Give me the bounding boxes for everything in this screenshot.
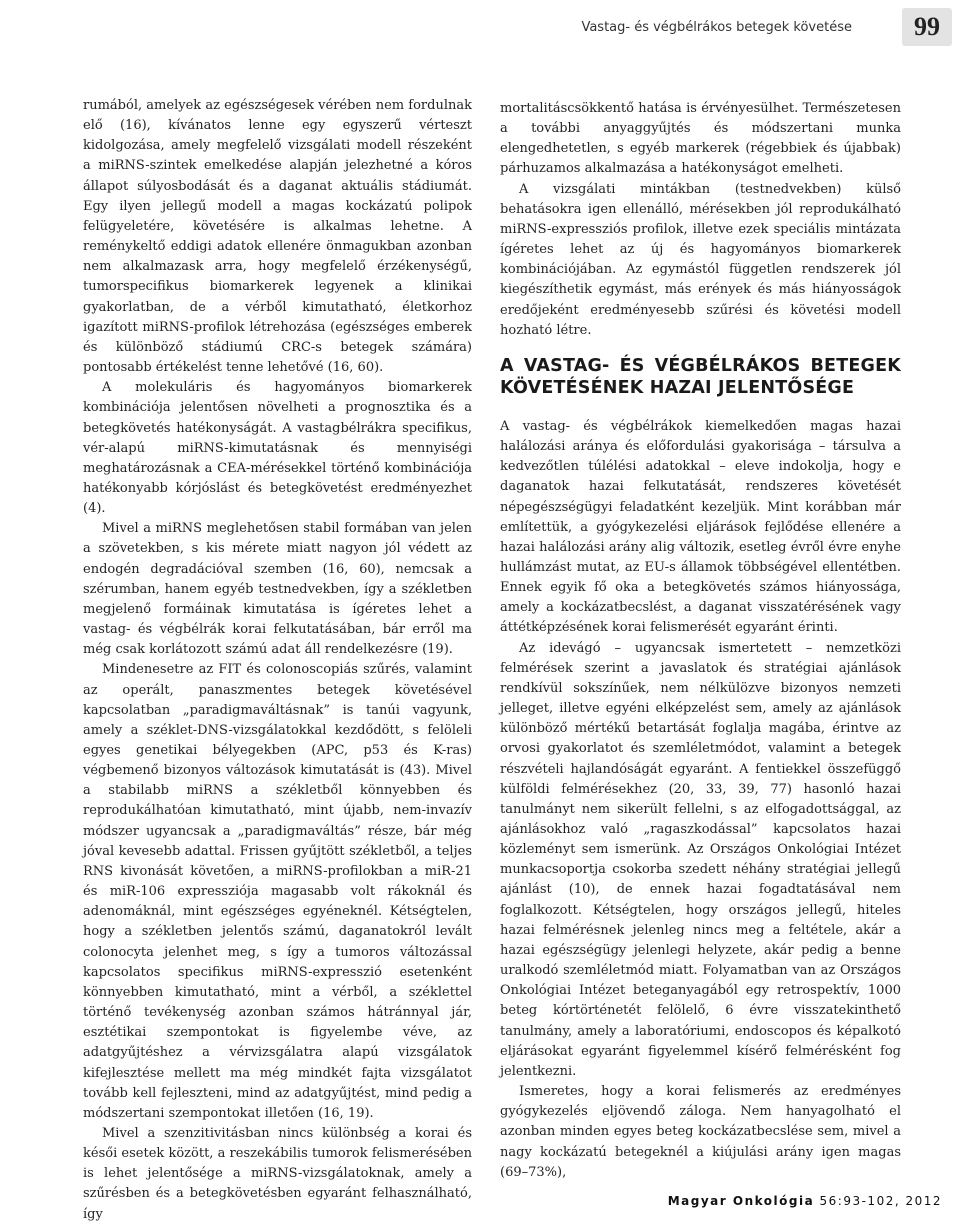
right-column bbox=[500, 99, 901, 1183]
body-paragraph: A vizsgálati mintákban (testnedvekben) külső behatásokra igen ellenálló, mérésekben jól reprodukálható miRNS-expressziós profilok, illetve ezek speciális mintázata ígéretes lehet az új és hagyományos biomarkerek kombinációjában. Az egymástól független rendszerek jól kiegészíthetik egymást, más erények és más hiányosságok eredőjeként eredményesebb szűrési és követési modell hozható létre. bbox=[500, 181, 901, 338]
body-paragraph: rumából, amelyek az egészségesek vérében nem fordulnak elő (16), kívánatos lenne egy egyszerű vérteszt kidolgozása, amely megfelelő vizsgálati modell részeként a miRNS-szintek emelkedése alapján jelezhetné a kóros állapot súlyosbodását és a daganat aktuális stádiumát. Egy ilyen jellegű modell a magas kockázatú polipok felügyeletére, követésére is alkalmas lehetne. A reménykeltő eddigi adatok ellenére önmagukban azonban nem alkalmazask arra, hogy megfelelő érzékenységű, tumorspecifikus biomarkerek legyenek a klinikai gyakorlatban, de a vérből kimutatható, életkorhoz igazított miRNS-profilok létrehozása (egészséges emberek és különböző stádiumú CRC-s betegek számára) pontosabb értékelést tenne lehetővé (16, 60). bbox=[83, 98, 472, 376]
body-paragraph: mortalitáscsökkentő hatása is érvényesülhet. Természetesen a további anyaggyűjtés és módszertani munka elengedhetetlen, s egyéb markerek (régebbiek és újabbak) párhuzamos alkalmazása a hatékonyságot emelheti. bbox=[500, 101, 901, 177]
body-paragraph: A molekuláris és hagyományos biomarkerek kombinációja jelentősen növelheti a prognosztika és a betegkövetés hatékonyságát. A vastagbélrákra specifikus, vér-alapú miRNS-kimutatásnak és mennyiségi meghatározásnak a CEA-mérésekkel történő kombinációja hatékonyabb kórjóslást és betegkövetést eredményezhet (4). bbox=[83, 380, 472, 517]
body-paragraph: Mindenesetre az FIT és colonoscopiás szűrés, valamint az operált, panaszmentes betegek követésével kapcsolatban „paradigmaváltásnak” is tanúi vagyunk, amely a széklet-DNS-vizsgálatokkal kezdődött, s felöleli egyes genetikai bélyegekben (APC, p53 és K-ras) végbemenő bizonyos változások kimutatását is (43). Mivel a stabilabb miRNS a székletből könnyebben és reprodukálhatóan kimutatható, mint újabb, nem-invazív módszer ugyancsak a „paradigmaváltás” része, bár még jóval kevesebb adattal. Frissen gyűjtött székletből, a teljes RNS kivonását követően, a miRNS-profilokban a miR-21 és miR-106 expressziója magasabb volt rákoknál és adenomáknál, mint egészséges egyéneknél. Kétségtelen, hogy a székletben jelentős számú, daganatokról levált colonocyta jelenhet meg, s így a tumoros változással kapcsolatos specifikus miRNS-expresszió esetenként könnyebben kimutatható, mint a vérből, a széklettel történő tevékenység azonban számos hátránnyal jár, esztétikai szempontokat is figyelembe véve, az adatgyűjtéshez a vérvizsgálatra alapú vizsgálatok kifejlesztése mellett ma még mindkét fajta vizsgálatot tovább kell fejleszteni, mind az adatgyűjtést, mind pedig a módszertani szempontokat illetően (16, 19). bbox=[83, 662, 472, 1121]
body-paragraph: Az idevágó – ugyancsak ismertetett – nemzetközi felmérések szerint a javaslatok és stratégiai ajánlások rendkívül sokszínűek, nem nélkülözve bizonyos nemzeti jelleget, illetve egyéni elképzelést sem, amely az ajánlások különböző mértékű betartását foglalja magába, érintve az orvosi gyakorlatot és szemléletmódot, valamint a betegek részvételi hajlandóságát egyaránt. A fentiekkel összefüggő külföldi felmérésekhez (20, 33, 39, 77) hasonló hazai tanulmányt nem sikerült fellelni, s az elfogadottsággal, az ajánlásokhoz való „ragaszkodással” kapcsolatos hazai közleményt sem ismerünk. Az Országos Onkológiai Intézet munkacsoportja csokorba szedett néhány stratégiai jellegű ajánlást (10), de ennek hazai fogadtatásával nem foglalkozott. Kétségtelen, hogy országos jellegű, hiteles hazai felmérésnek jelenleg nincs meg a feltétele, akár a hazai egészségügy jelenlegi helyzete, akár pedig a benne uralkodó szemléletmód miatt. Folyamatban van az Országos Onkológiai Intézet beteganyagából egy retrospektív, 1000 beteg kórtörténetét felölelő, 6 évre visszatekinthető tanulmány, amely a laboratóriumi, endoscopos és képalkotó eljárásokat egyaránt figyelemmel kísérő felmérésként fog jelentkezni. bbox=[500, 640, 901, 1079]
journal-name: Magyar Onkológia bbox=[667, 1194, 815, 1208]
section-heading: A VASTAG- ÉS VÉGBÉLRÁKOS BETEGEK KÖVETÉSÉNEK HAZAI JELENTŐSÉGE bbox=[500, 355, 901, 398]
running-title: Vastag- és végbélrákos betegek követése bbox=[581, 20, 852, 35]
body-paragraph: Mivel a miRNS meglehetősen stabil formában van jelen a szövetekben, s kis mérete miatt nagyon jól védett az endogén degradációval szemben (16, 60), nemcsak a szérumban, hanem egyéb testnedvekben, így a székletben megjelenő formáinak kimutatása is ígéretes lehet a vastag- és végbélrák korai felkutatásában, bár erről ma még csak korlátozott számú adat áll rendelkezésre (19). bbox=[83, 521, 472, 658]
journal-footer bbox=[668, 1194, 942, 1208]
body-paragraph: Mivel a szenzitivitásban nincs különbség a korai és késői esetek között, a reszekábilis tumorok felismerésében is lehet jelentősége a miRNS-vizsgálatoknak, amely a szűrésben és a betegkövetésben egyaránt felhasználható, így bbox=[83, 1125, 472, 1222]
page-header bbox=[0, 0, 960, 50]
body-paragraph: A vastag- és végbélrákok kiemelkedően magas hazai halálozási aránya és előfordulási gyakorisága – társulva a kedvezőtlen túlélési adatokkal – eleve indokolja, hogy e daganatok hazai felkutatását, rendszeres követését népegészségügyi feladatként kezeljük. Mint korábban már említettük, a gyógykezelési eljárások fejlődése ellenére a hazai halálozási arány alig változik, esetleg évről évre enyhe hullámzást mutat, az EU-s államok többségével ellentétben. Ennek egyik fő oka a betegkövetés számos hiányossága, amely a kockázatbecslést, a daganat visszatérésének vagy áttétképzésének korai felismerését egyaránt érinti. bbox=[500, 418, 901, 636]
body-paragraph: Ismeretes, hogy a korai felismerés az eredményes gyógykezelés eljövendő záloga. Nem hanyagolható el azonban minden egyes beteg kockázatbecslése sem, mivel a nagy kockázatú betegeknél a kiújulási arány igen magas (69–73%), bbox=[500, 1084, 901, 1180]
left-column bbox=[83, 96, 472, 1225]
journal-citation: 56:93-102, 2012 bbox=[819, 1194, 942, 1208]
page-number: 99 bbox=[902, 8, 952, 46]
